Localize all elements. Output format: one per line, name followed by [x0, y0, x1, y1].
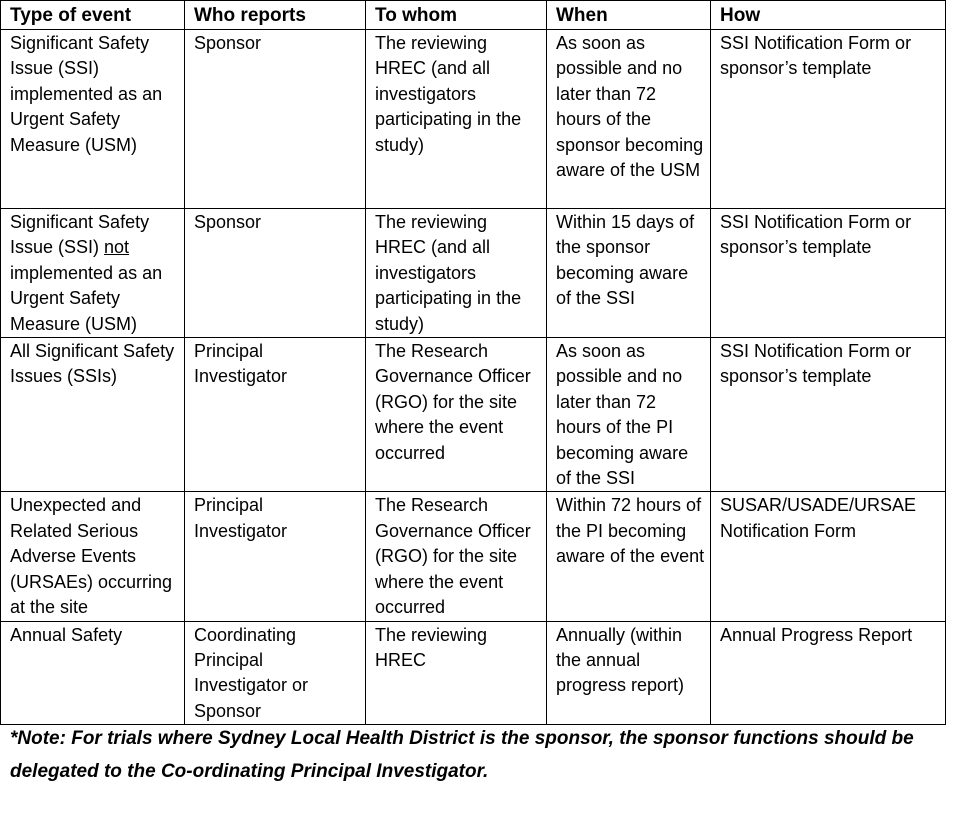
cell-type-of-event: All Significant Safety Issues (SSIs) — [1, 338, 185, 492]
cell-type-of-event — [1, 209, 185, 338]
table-row — [1, 338, 946, 492]
cell-when: Within 15 days of the sponsor becoming aware of the SSI — [547, 209, 711, 338]
cell-to-whom: The reviewing HREC — [366, 621, 547, 725]
table-row — [1, 30, 946, 209]
cell-type-of-event: Significant Safety Issue (SSI) implemented as an Urgent Safety Measure (USM) — [1, 30, 185, 209]
cell-when: Within 72 hours of the PI becoming aware of the event — [547, 492, 711, 621]
table-row — [1, 621, 946, 725]
cell-who-reports: Principal Investigator — [185, 338, 366, 492]
type-text-post: implemented as an Urgent Safety Measure (USM) — [10, 262, 163, 334]
type-text-emphasis: not — [104, 237, 130, 258]
cell-to-whom: The Research Governance Officer (RGO) for the site where the event occurred — [366, 338, 547, 492]
type-text-pre: Significant Safety Issue (SSI) — [10, 212, 150, 258]
table-row — [1, 492, 946, 621]
header-how: How — [711, 1, 946, 30]
cell-to-whom: The reviewing HREC (and all investigators participating in the study) — [366, 209, 547, 338]
cell-type-of-event: Annual Safety — [1, 621, 185, 725]
cell-who-reports: Coordinating Principal Investigator or Sponsor — [185, 621, 366, 725]
header-who-reports: Who reports — [185, 1, 366, 30]
header-type-of-event: Type of event — [1, 1, 185, 30]
cell-how: SUSAR/USADE/URSAE Notification Form — [711, 492, 946, 621]
cell-type-of-event: Unexpected and Related Serious Adverse Events (URSAEs) occurring at the site — [1, 492, 185, 621]
cell-how: SSI Notification Form or sponsor’s template — [711, 30, 946, 209]
cell-how: SSI Notification Form or sponsor’s template — [711, 338, 946, 492]
header-row — [1, 1, 946, 30]
cell-to-whom: The reviewing HREC (and all investigators participating in the study) — [366, 30, 547, 209]
cell-when: As soon as possible and no later than 72 hours of the sponsor becoming aware of the USM — [547, 30, 711, 209]
footnote: *Note: For trials where Sydney Local Health District is the sponsor, the sponsor functions should be delegated to the Co-ordinating Principal Investigator. — [10, 728, 914, 782]
header-to-whom: To whom — [366, 1, 547, 30]
cell-who-reports: Sponsor — [185, 30, 366, 209]
cell-when: As soon as possible and no later than 72 hours of the PI becoming aware of the SSI — [547, 338, 711, 492]
cell-how: SSI Notification Form or sponsor’s template — [711, 209, 946, 338]
header-when: When — [547, 1, 711, 30]
cell-how: Annual Progress Report — [711, 621, 946, 725]
table-row — [1, 209, 946, 338]
cell-when: Annually (within the annual progress report) — [547, 621, 711, 725]
cell-to-whom: The Research Governance Officer (RGO) for the site where the event occurred — [366, 492, 547, 621]
cell-who-reports: Principal Investigator — [185, 492, 366, 621]
cell-who-reports: Sponsor — [185, 209, 366, 338]
